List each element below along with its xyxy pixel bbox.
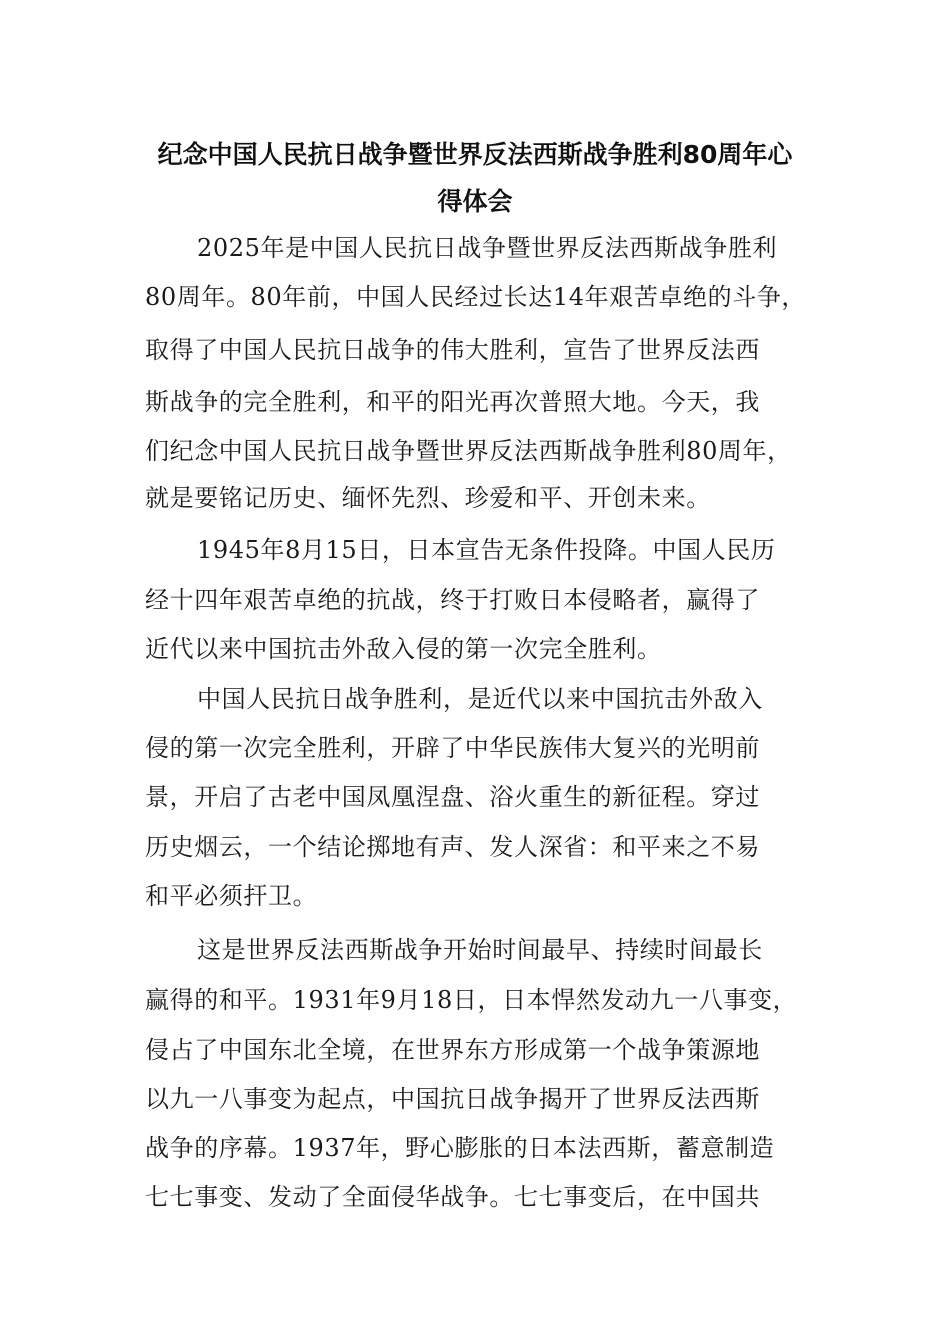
body-line: 七七事变、发动了全面侵华战争。七七事变后，在中国共 [145, 1183, 760, 1211]
document-title-line-2: 得体会 [437, 187, 513, 216]
body-line: 取得了中国人民抗日战争的伟大胜利，宣告了世界反法西 [145, 336, 760, 364]
body-line: 中国人民抗日战争胜利，是近代以来中国抗击外敌入 [197, 685, 763, 713]
body-line: 战争的序幕。1937年，野心膨胀的日本法西斯，蓄意制造 [145, 1134, 775, 1162]
body-line: 景，开启了古老中国凤凰涅盘、浴火重生的新征程。穿过 [145, 783, 760, 811]
body-line: 以九一八事变为起点，中国抗日战争揭开了世界反法西斯 [145, 1085, 760, 1113]
body-line: 就是要铭记历史、缅怀先烈、珍爱和平、开创未来。 [145, 484, 711, 512]
body-line: 2025年是中国人民抗日战争暨世界反法西斯战争胜利 [197, 234, 778, 262]
body-line: 侵占了中国东北全境，在世界东方形成第一个战争策源地 [145, 1036, 760, 1064]
body-line: 1945年8月15日，日本宣告无条件投降。中国人民历 [197, 536, 776, 564]
body-line: 这是世界反法西斯战争开始时间最早、持续时间最长 [197, 936, 763, 964]
body-line: 经十四年艰苦卓绝的抗战，终于打败日本侵略者，赢得了 [145, 586, 760, 614]
body-line: 历史烟云，一个结论掷地有声、发人深省：和平来之不易 [145, 833, 760, 861]
body-line: 赢得的和平。1931年9月18日，日本悍然发动九一八事变， [145, 986, 798, 1014]
document-title-line-1: 纪念中国人民抗日战争暨世界反法西斯战争胜利80周年心 [157, 140, 793, 169]
body-line: 和平必须扞卫。 [145, 882, 318, 910]
body-line: 侵的第一次完全胜利，开辟了中华民族伟大复兴的光明前 [145, 734, 760, 762]
body-line: 近代以来中国抗击外敌入侵的第一次完全胜利。 [145, 635, 662, 663]
body-line: 80周年。80年前，中国人民经过长达14年艰苦卓绝的斗争， [145, 283, 807, 311]
body-line: 斯战争的完全胜利，和平的阳光再次普照大地。今天，我 [145, 388, 760, 416]
body-line: 们纪念中国人民抗日战争暨世界反法西斯战争胜利80周年， [145, 437, 792, 465]
